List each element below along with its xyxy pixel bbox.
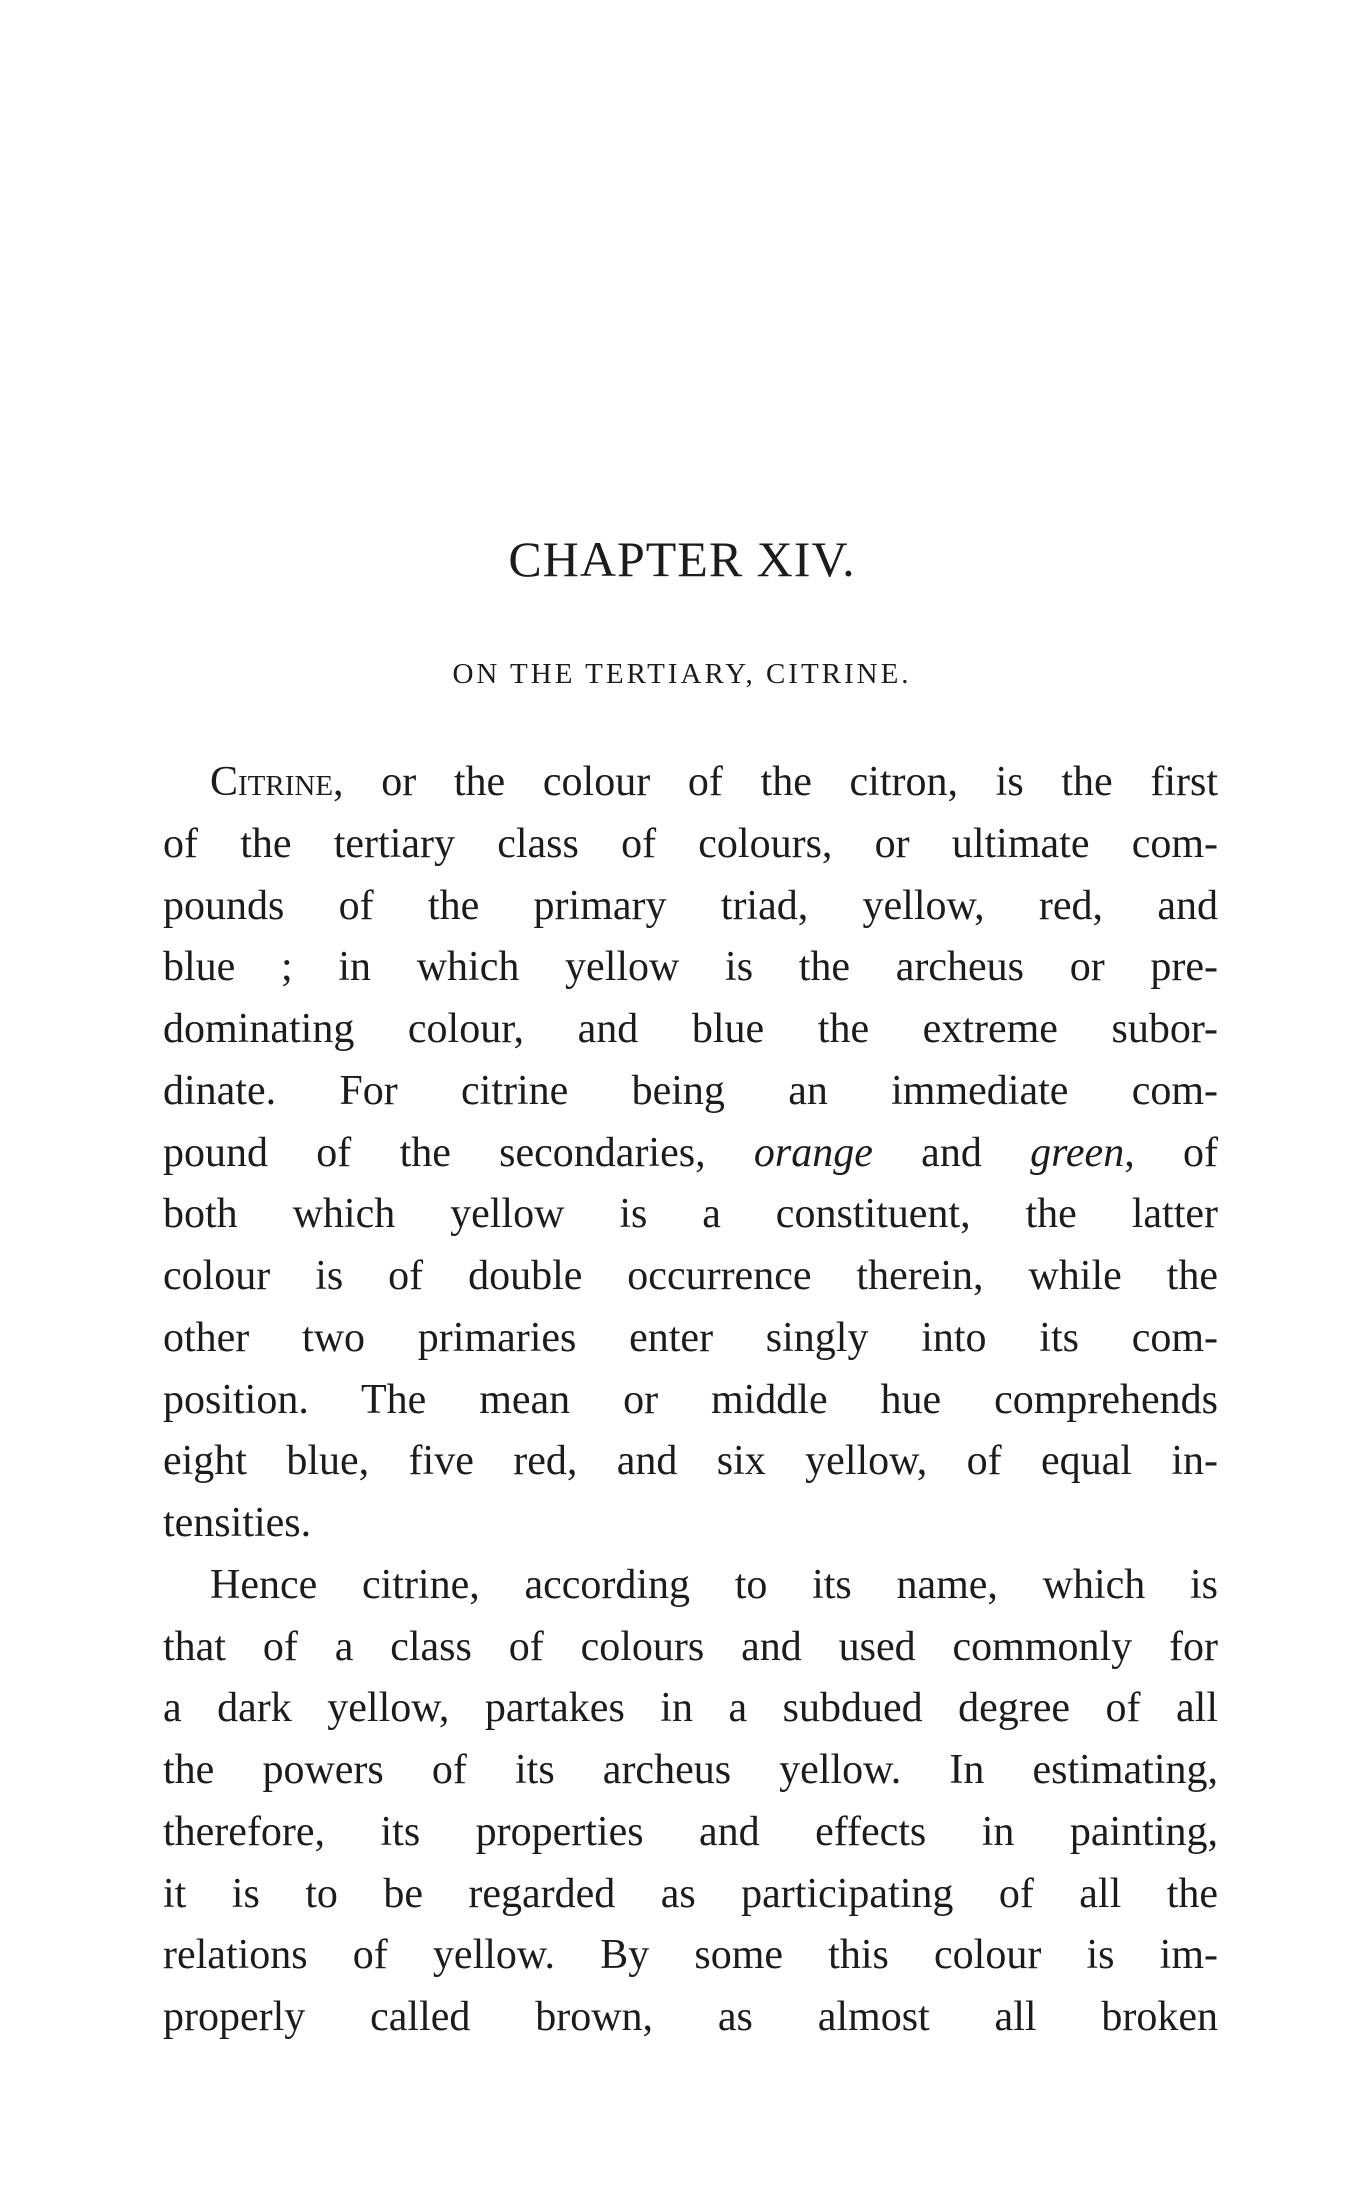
lead-word: Citrine	[210, 759, 334, 805]
italic-term: green	[1030, 1129, 1125, 1176]
text-line: other two primaries enter singly into its com-	[163, 1314, 1218, 1361]
italic-term: orange	[753, 1129, 873, 1176]
text-line: relations of yellow. By some this colour is im-	[163, 1932, 1218, 1979]
text-line: therefore, its properties and effects in painting,	[163, 1808, 1218, 1855]
text-line: pounds of the primary triad, yellow, red, and	[163, 882, 1218, 929]
text-line: Citrine, or the colour of the citron, is the first	[210, 759, 1218, 805]
text-line: that of a class of colours and used commonly for	[163, 1623, 1218, 1670]
text-line: properly called brown, as almost all broken	[163, 1994, 1218, 2040]
text-line: eight blue, five red, and six yellow, of equal in-	[163, 1438, 1218, 1485]
chapter-title: CHAPTER XIV.	[508, 531, 856, 587]
body-text	[163, 752, 1218, 2049]
chapter-subtitle: ON THE TERTIARY, CITRINE.	[452, 658, 912, 690]
text-line: it is to be regarded as participating of all the	[163, 1870, 1218, 1917]
text-line: a dark yellow, partakes in a subdued degree of all	[163, 1685, 1218, 1732]
text-line: position. The mean or middle hue comprehends	[163, 1376, 1218, 1423]
text-line: dominating colour, and blue the extreme subor-	[163, 1006, 1218, 1052]
text-line: blue ; in which yellow is the archeus or pre-	[163, 944, 1218, 991]
text-line: the powers of its archeus yellow. In estimating,	[163, 1747, 1218, 1793]
text-line: both which yellow is a constituent, the latter	[163, 1191, 1218, 1238]
text-line: dinate. For citrine being an immediate com-	[163, 1067, 1218, 1114]
text-line: pound of the secondaries, orange and green, of	[163, 1129, 1218, 1176]
text-line: tensities.	[163, 1500, 312, 1546]
text-line: colour is of double occurrence therein, while the	[163, 1253, 1218, 1299]
text-line: Hence citrine, according to its name, which is	[210, 1561, 1218, 1608]
text-line: of the tertiary class of colours, or ultimate com-	[163, 820, 1218, 867]
